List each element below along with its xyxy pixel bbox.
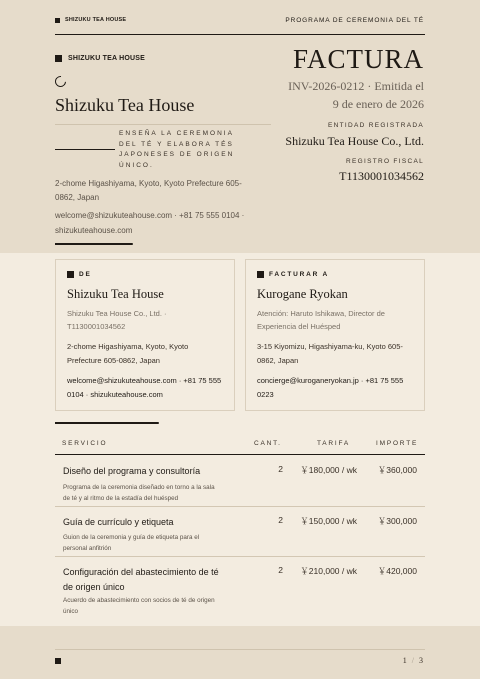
square-icon [67,271,74,278]
row-service-title: Guía de currículo y etiqueta [63,517,174,527]
footer-band [0,626,480,679]
row-service-title: Diseño del programa y consultoría [63,466,201,476]
tax-registration-label: REGISTRO FISCAL [345,158,424,165]
header-brand [55,17,126,23]
row-service-title: Configuración del abastecimiento de té de origen único [63,567,219,592]
bill-to-heading [257,271,413,278]
from-address: 2-chome Higashiyama, Kyoto, Kyoto Prefecture 605-0862, Japan [67,342,189,365]
invoice-number-date [254,77,424,113]
square-icon [55,18,60,23]
square-icon [257,271,264,278]
from-name: Shizuku Tea House [67,287,164,301]
row-service-desc: Guion de la ceremonia y guía de etiqueta para el personal anfitrión [63,534,200,552]
square-icon [55,658,61,664]
row-qty: 2 [278,464,283,474]
column-header-qty: CANT. [254,440,282,447]
row-amount: ￥360,000 [377,465,417,475]
divider [55,124,271,125]
row-rate: ￥150,000 / wk [300,516,357,526]
from-contact: welcome@shizukuteahouse.com · +81 75 555 0104 · shizukuteahouse.com [67,376,222,399]
brush-stroke [55,422,159,424]
registered-entity-label: ENTIDAD REGISTRADA [328,122,424,129]
bill-to-name: Kurogane Ryokan [257,287,348,301]
issuer-tagline: ENSEÑA LA CEREMONIA DEL TÉ Y ELABORA TÉS JAPONESES DE ORIGEN ÚNICO. [119,130,235,169]
square-icon [55,55,62,62]
issuer-address: 2-chome Higashiyama, Kyoto, Kyoto Prefecture 605-0862, Japan [55,179,242,202]
row-qty: 2 [278,565,283,575]
issuer-name: Shizuku Tea House [55,95,195,115]
column-header-rate: TARIFA [317,440,351,447]
invoice-meta-line2: 9 de enero de 2026 [332,97,424,111]
issuer-brand-label: SHIZUKU TEA HOUSE [68,55,146,62]
bill-to-attention: Atención: Haruto Ishikawa, Director de Experiencia del Huésped [257,309,385,331]
row-amount: ￥300,000 [377,516,417,526]
column-header-amount: IMPORTE [376,440,419,447]
bill-to-address: 3-15 Kiyomizu, Higashiyama-ku, Kyoto 605-0862, Japan [257,342,403,365]
document-kind: PROGRAMA DE CEREMONIA DEL TÉ [285,17,424,24]
tagline-rule [55,149,115,150]
registered-entity-name: Shizuku Tea House Co., Ltd. [285,134,424,148]
invoice-title: FACTURA [292,44,424,74]
page-current: 1 [402,656,408,665]
footer-rule [55,649,425,650]
from-card [55,259,235,411]
tax-registration-id: T1130001034562 [339,169,424,183]
invoice-meta [254,44,424,184]
from-heading [67,271,223,278]
column-header-service: SERVICIO [62,440,108,447]
bill-to-heading-label: FACTURAR A [269,271,330,278]
page-total: 3 [419,656,424,665]
invoice-meta-line1: INV-2026-0212 · Emitida el [288,79,424,93]
header-rule [55,34,425,35]
row-qty: 2 [278,515,283,525]
page-separator: / [411,656,415,665]
issuer-brand-mark [55,55,145,62]
page-indicator [403,656,424,665]
header-brand-label: SHIZUKU TEA HOUSE [65,17,127,23]
row-rate: ￥180,000 / wk [300,465,357,475]
issuer-contact: welcome@shizukuteahouse.com · +81 75 555 0104 · shizukuteahouse.com [55,211,245,235]
from-legal-entity: Shizuku Tea House Co., Ltd. · T1130001034562 [67,309,167,331]
bill-to-contact: concierge@kuroganeryokan.jp · +81 75 555 0223 [257,376,404,399]
row-service-desc: Acuerdo de abastecimiento con socios de té de origen único [63,597,215,615]
bill-to-card [245,259,425,411]
table-row [55,455,425,506]
row-amount: ￥420,000 [377,566,417,576]
table-row [55,506,425,556]
row-rate: ￥210,000 / wk [300,566,357,576]
table-row [55,556,425,622]
from-heading-label: DE [79,271,92,278]
row-service-desc: Programa de la ceremonia diseñado en torno a la sala de té y al ritmo de la estadía del huésped [63,484,215,502]
